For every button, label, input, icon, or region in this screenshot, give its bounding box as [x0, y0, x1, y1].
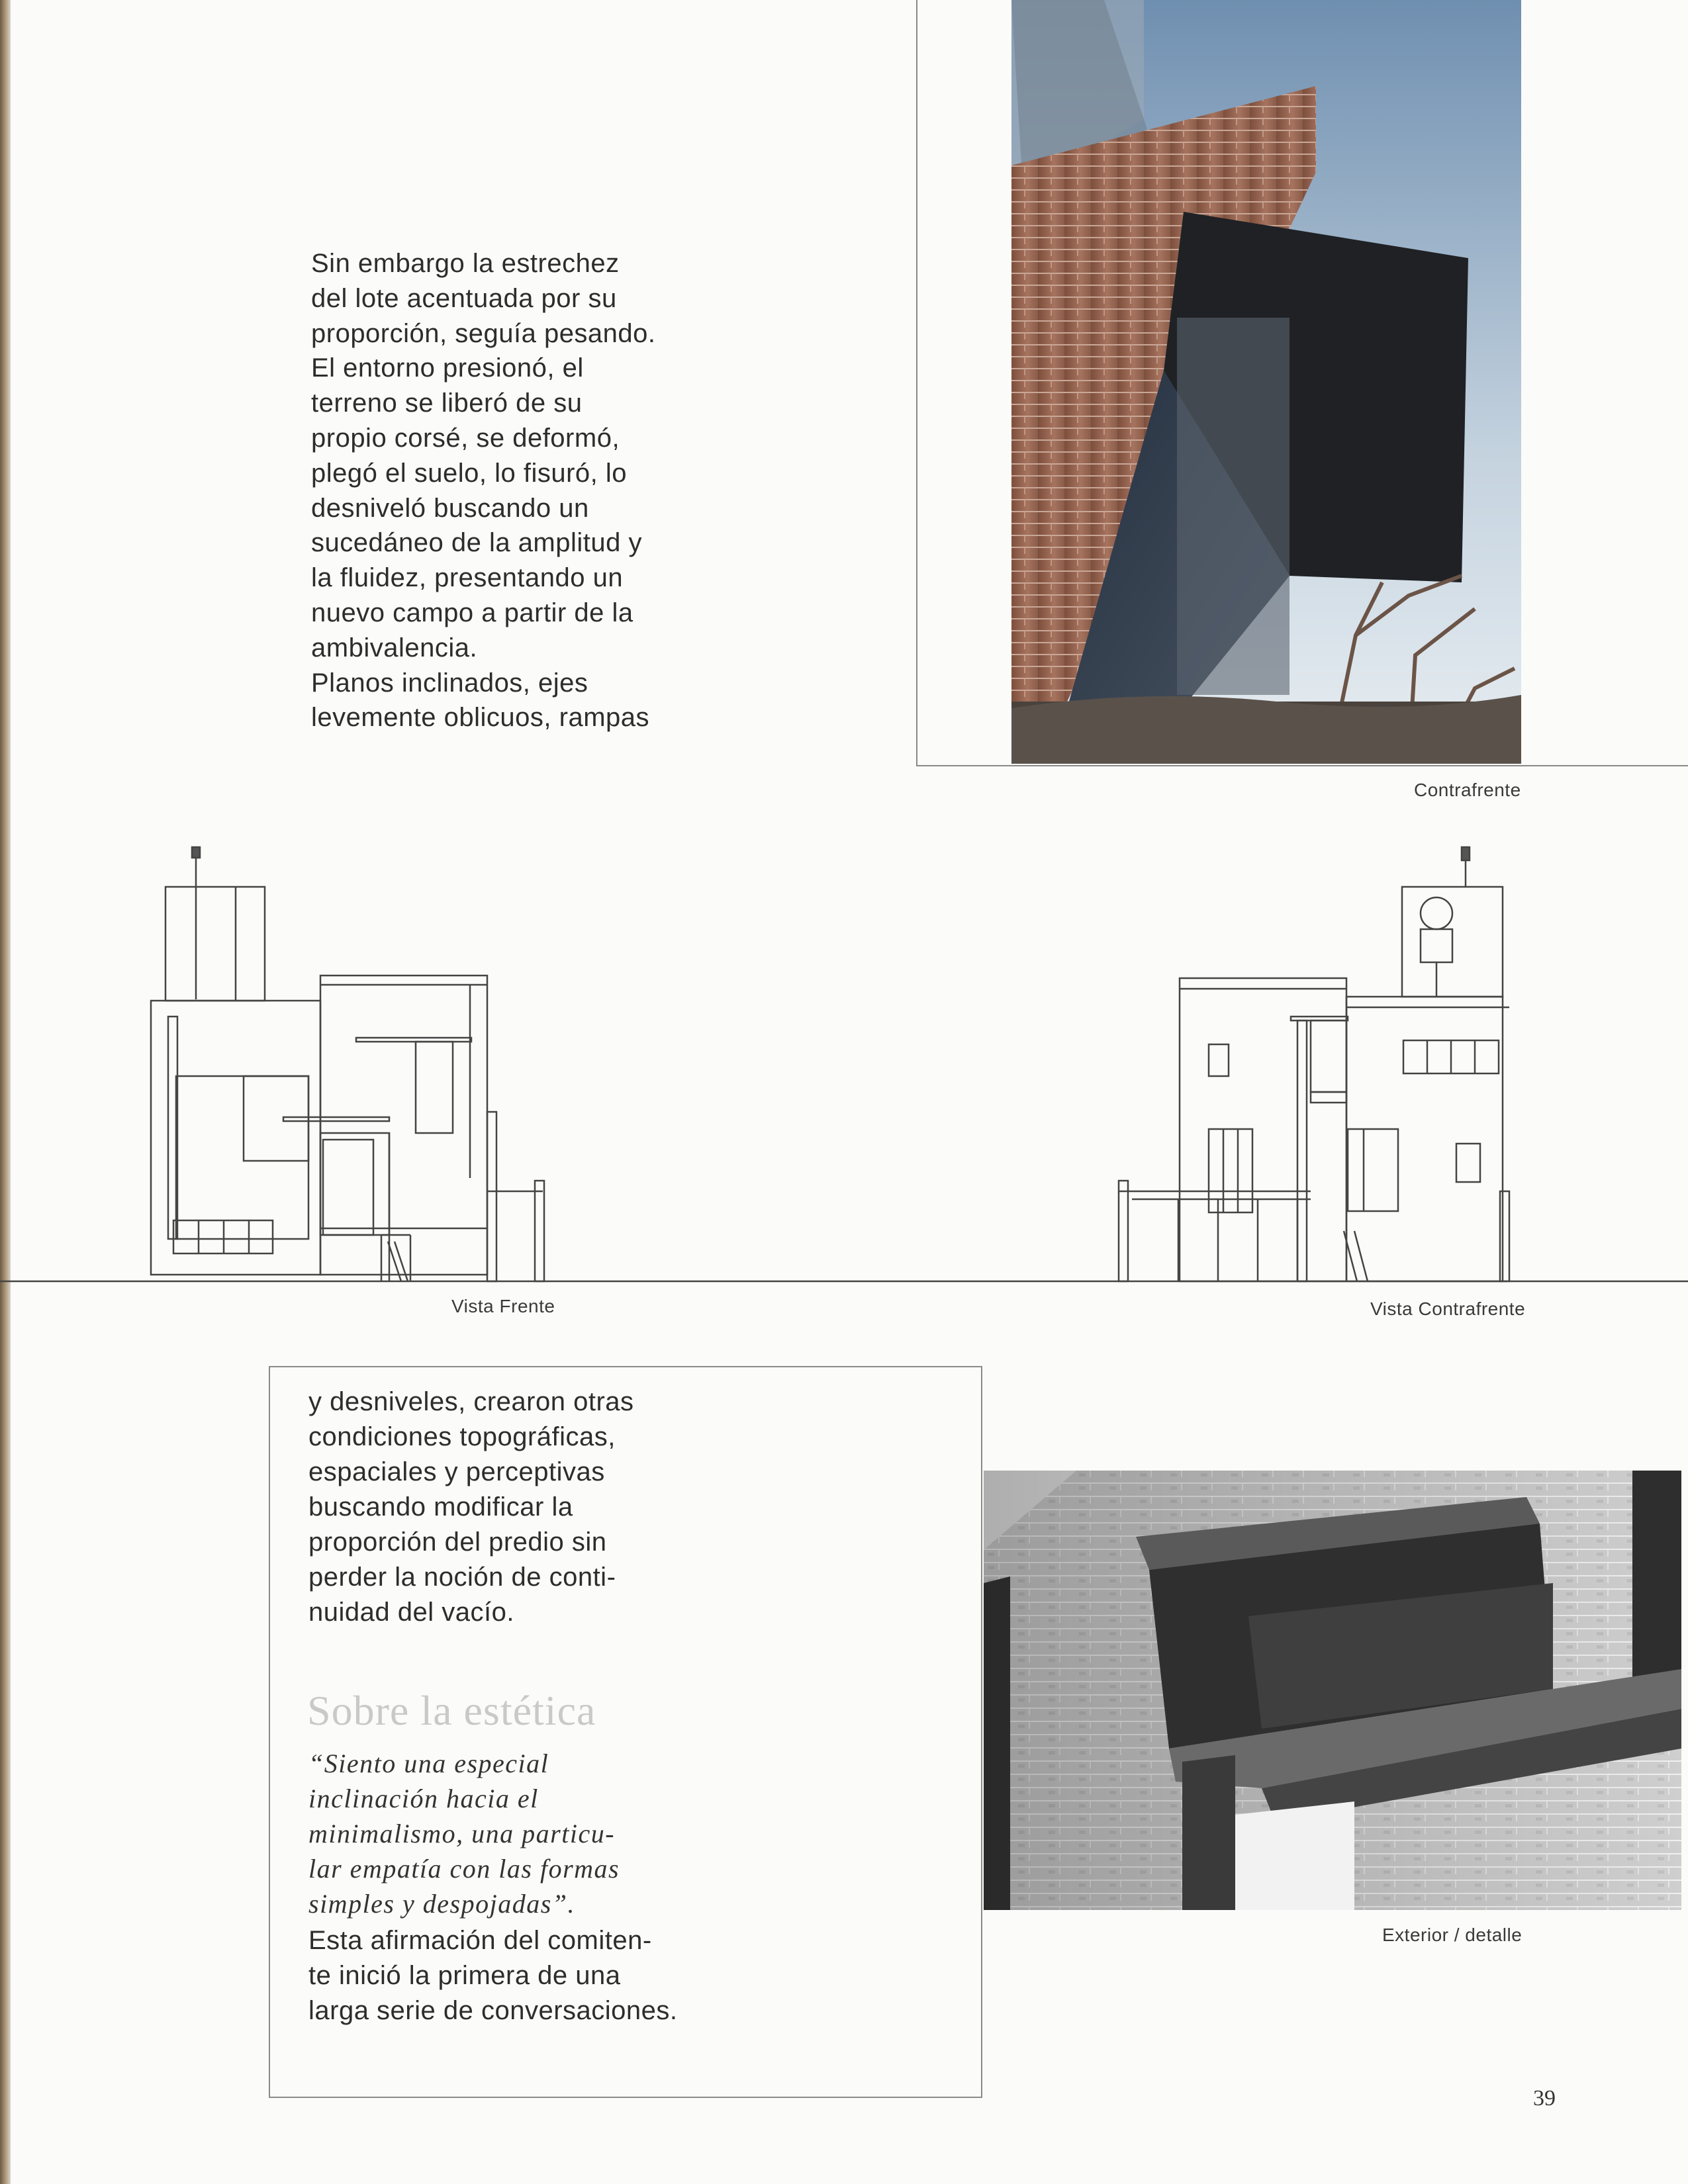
caption-exterior-detalle: Exterior / detalle — [1382, 1925, 1523, 1945]
photo-contrafrente — [1011, 0, 1521, 764]
page-number: 39 — [1533, 2086, 1556, 2111]
photo-exterior-illustration — [984, 1471, 1681, 1910]
vista-frente-elevation — [151, 847, 544, 1281]
elevation-drawings-svg — [0, 834, 1688, 1297]
client-quote: “Siento una especial inclinación hacia el minimalismo, una particu- lar empatía con las formas simples y despojadas”. — [308, 1749, 620, 1919]
caption-vista-frente: Vista Frente — [451, 1296, 555, 1316]
vista-contrafrente-elevation — [1119, 847, 1509, 1281]
body-text-after-quote: Esta afirmación del comiten- te inició la primera de una larga serie de conversaciones. — [308, 1926, 678, 2025]
body-text-top: Sin embargo la estrechez del lote acentuada por su proporción, seguía pesando. El entorno presionó, el terreno se liberó de su propio corsé, se deformó, plegó el suelo, lo fisuró, lo desniveló buscando un sucedáneo de la amplitud y la fluidez, presentando un nuevo campo a partir de la ambivalencia. Planos inclinados, ejes levemente oblicuos, rampas — [311, 249, 656, 733]
photo-contrafrente-illustration — [1011, 0, 1521, 764]
photo-exterior-detalle — [984, 1471, 1681, 1910]
elevation-drawings — [0, 834, 1688, 1297]
body-text-bottom: y desniveles, crearon otras condiciones topográficas, espaciales y perceptivas buscando modificar la proporción del predio sin perder la noción de conti- nuidad del vacío. — [308, 1387, 634, 1627]
caption-contrafrente: Contrafrente — [1414, 780, 1521, 800]
caption-vista-contrafrente: Vista Contrafrente — [1370, 1298, 1526, 1319]
section-heading: Sobre la estética — [307, 1687, 596, 1734]
